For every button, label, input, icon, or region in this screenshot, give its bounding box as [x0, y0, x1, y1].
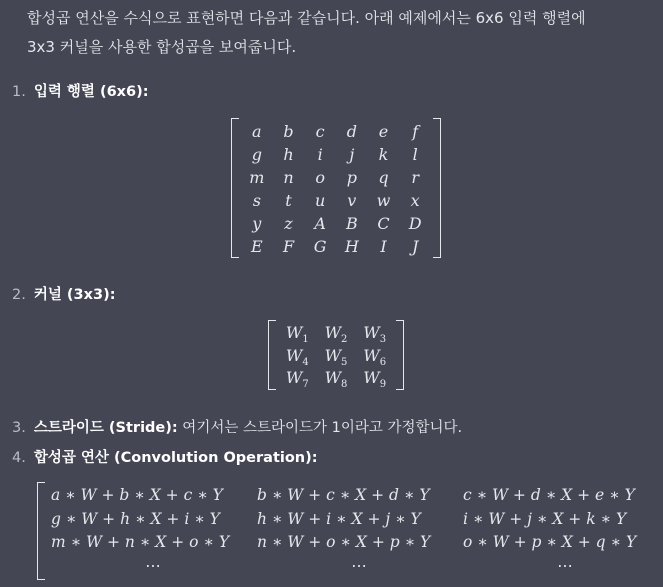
matrix-cell-base: W [363, 323, 380, 342]
list-number: 3. [12, 420, 26, 436]
matrix-cell: H [344, 237, 359, 256]
matrix-cell: q [378, 168, 389, 187]
matrix-cell [278, 322, 317, 345]
matrix-cell: t [285, 191, 292, 210]
list-item-stride [12, 416, 462, 437]
matrix-cell: A [314, 214, 326, 233]
matrix-cell-subscript: 1 [302, 334, 309, 346]
kernel-matrix [268, 320, 404, 390]
matrix-cell: i [317, 145, 323, 164]
convolution-matrix-grid [51, 484, 663, 578]
matrix-cell: J [411, 237, 419, 256]
matrix-cell: ⋯ [557, 556, 575, 575]
matrix-cell: o [315, 168, 325, 187]
matrix-cell: w [376, 191, 391, 210]
matrix-cell: c [315, 122, 325, 141]
matrix-cell: v [347, 191, 357, 210]
matrix-cell: o ∗ W + p ∗ X + q ∗ Y [463, 533, 637, 551]
list-number: 4. [12, 450, 26, 466]
matrix-cell: f [412, 122, 419, 141]
matrix-cell: x [410, 191, 420, 210]
list-item-title: 입력 행렬 (6x6): [33, 84, 149, 100]
matrix-cell: D [408, 214, 422, 233]
matrix-cell: a ∗ W + b ∗ X + c ∗ Y [51, 486, 223, 504]
matrix-cell: l [412, 145, 418, 164]
list-item-title: 합성곱 연산 (Convolution Operation): [33, 450, 318, 466]
matrix-left-bracket [231, 118, 239, 258]
matrix-cell: h ∗ W + i ∗ X + j ∗ Y [257, 509, 421, 528]
matrix-cell [317, 345, 356, 368]
intro-paragraph [27, 4, 647, 62]
matrix-cell-subscript: 3 [379, 334, 387, 346]
matrix-cell: i ∗ W + j ∗ X + k ∗ Y [463, 509, 627, 528]
matrix-cell [317, 367, 356, 390]
matrix-cell-base: W [324, 345, 342, 365]
matrix-cell-base: W [363, 345, 380, 365]
matrix-cell: b [283, 122, 294, 141]
matrix-cell-base: W [285, 323, 303, 342]
matrix-cell-subscript: 9 [379, 379, 387, 391]
matrix-left-bracket [37, 482, 45, 580]
matrix-cell-base: W [285, 368, 303, 387]
matrix-cell: g [251, 145, 262, 164]
matrix-right-bracket [396, 320, 404, 390]
input-matrix [231, 118, 441, 258]
list-item-kernel [12, 283, 116, 304]
matrix-cell: p [346, 168, 357, 187]
matrix-cell: I [380, 237, 387, 256]
matrix-cell: B [345, 214, 358, 233]
matrix-cell: n ∗ W + o ∗ X + p ∗ Y [257, 533, 431, 551]
matrix-cell: n [283, 168, 294, 187]
matrix-cell [278, 345, 317, 368]
matrix-cell-base: W [285, 345, 303, 365]
matrix-cell-base: W [324, 368, 342, 387]
matrix-cell: c ∗ W + d ∗ X + e ∗ Y [463, 486, 635, 504]
matrix-cell [355, 322, 394, 345]
matrix-left-bracket [268, 320, 276, 390]
list-number: 2. [12, 287, 26, 303]
matrix-cell: g ∗ W + h ∗ X + i ∗ Y [51, 509, 220, 528]
matrix-cell-subscript: 2 [341, 334, 348, 346]
list-item-convolution [12, 446, 318, 467]
list-item-title: 스트라이드 (Stride): [33, 420, 178, 436]
matrix-cell: y [252, 214, 262, 233]
matrix-cell: h [283, 145, 294, 164]
matrix-cell: k [378, 145, 389, 164]
matrix-cell-base: W [324, 323, 342, 342]
matrix-cell: b ∗ W + c ∗ X + d ∗ Y [257, 486, 430, 504]
matrix-right-bracket [433, 118, 441, 258]
matrix-cell-base: W [363, 368, 380, 387]
matrix-cell: E [250, 237, 263, 256]
list-item-input-matrix [12, 80, 149, 101]
matrix-cell: a [252, 122, 262, 141]
matrix-cell: ⋯ [145, 556, 163, 575]
matrix-cell: m [249, 168, 265, 187]
input-matrix-grid [241, 120, 431, 258]
list-number: 1. [12, 84, 26, 100]
matrix-cell: u [315, 191, 326, 210]
matrix-cell: z [284, 214, 293, 233]
matrix-cell-subscript: 7 [302, 379, 309, 391]
matrix-cell: e [378, 122, 389, 141]
matrix-cell [278, 367, 317, 390]
matrix-cell [317, 322, 356, 345]
matrix-cell: G [313, 237, 327, 256]
list-item-title: 커널 (3x3): [33, 287, 116, 303]
matrix-cell: m ∗ W + n ∗ X + o ∗ Y [51, 533, 230, 551]
matrix-cell-subscript: 8 [341, 379, 348, 391]
intro-line-2: 3x3 커널을 사용한 합성곱을 보여줍니다. [27, 38, 297, 56]
matrix-cell: ⋯ [351, 556, 369, 575]
matrix-cell [355, 367, 394, 390]
matrix-cell-subscript: 5 [341, 356, 348, 368]
matrix-cell: r [411, 168, 419, 187]
matrix-cell: d [346, 122, 357, 141]
matrix-cell: s [252, 191, 261, 210]
matrix-cell: F [282, 237, 295, 256]
intro-line-1: 합성곱 연산을 수식으로 표현하면 다음과 같습니다. 아래 예제에서는 6x6 입력 행렬에 [27, 9, 586, 27]
list-item-text: 여기서는 스트라이드가 1이라고 가정합니다. [177, 420, 463, 436]
matrix-cell-subscript: 6 [379, 356, 387, 368]
matrix-cell-subscript: 4 [302, 356, 309, 368]
kernel-matrix-grid [278, 322, 394, 390]
matrix-cell: C [377, 214, 390, 233]
matrix-cell [355, 345, 394, 368]
matrix-cell: j [349, 145, 355, 164]
convolution-matrix [37, 482, 663, 580]
